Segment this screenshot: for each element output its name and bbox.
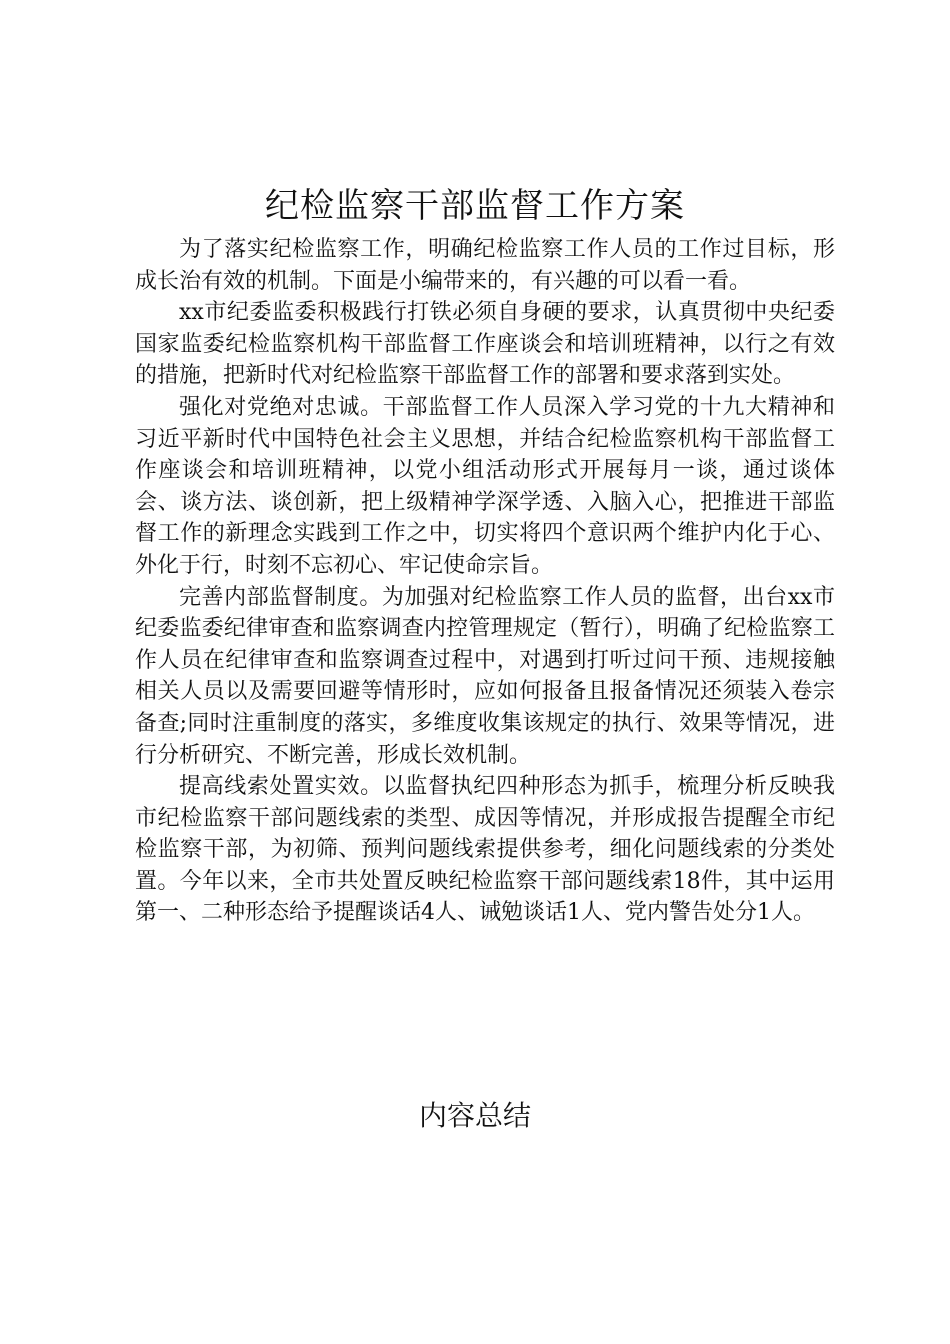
paragraph-overview: xx市纪委监委积极践行打铁必须自身硬的要求，认真贯彻中央纪委国家监委纪检监察机构干部监督工作座谈会和培训班精神，以行之有效的措施，把新时代对纪检监察干部监督工作的部署和要求落到实处。: [135, 300, 835, 389]
document-title: 纪检监察干部监督工作方案: [265, 186, 685, 226]
paragraph-intro: 为了落实纪检监察工作，明确纪检监察工作人员的工作过目标，形成长治有效的机制。下面是小编带来的，有兴趣的可以看一看。: [135, 237, 835, 294]
paragraph-clue-handling: 提高线索处置实效。以监督执纪四种形态为抓手，梳理分析反映我市纪检监察干部问题线索的类型、成因等情况，并形成报告提醒全市纪检监察干部，为初筛、预判问题线索提供参考，细化问题线索的分类处置。今年以来，全市共处置反映纪检监察干部问题线索18件，其中运用第一、二种形态给予提醒谈话4人、诫勉谈话1人、党内警告处分1人。: [135, 774, 835, 926]
paragraph-loyalty: 强化对党绝对忠诚。干部监督工作人员深入学习党的十九大精神和习近平新时代中国特色社会主义思想，并结合纪检监察机构干部监督工作座谈会和培训班精神，以党小组活动形式开展每月一谈，通过谈体会、谈方法、谈创新，把上级精神学深学透、入脑入心，把推进干部监督工作的新理念实践到工作之中，切实将四个意识两个维护内化于心、外化于行，时刻不忘初心、牢记使命宗旨。: [135, 394, 835, 578]
summary-heading: 内容总结: [418, 1099, 531, 1132]
paragraph-internal-supervision: 完善内部监督制度。为加强对纪检监察工作人员的监督，出台xx市纪委监委纪律审查和监察调查内控管理规定（暂行），明确了纪检监察工作人员在纪律审查和监察调查过程中，对遇到打听过问干预、违规接触相关人员以及需要回避等情形时，应如何报备且报备情况还须装入卷宗备查;同时注重制度的落实，多维度收集该规定的执行、效果等情况，进行分析研究、不断完善，形成长效机制。: [135, 584, 835, 768]
document-body: [135, 234, 835, 929]
